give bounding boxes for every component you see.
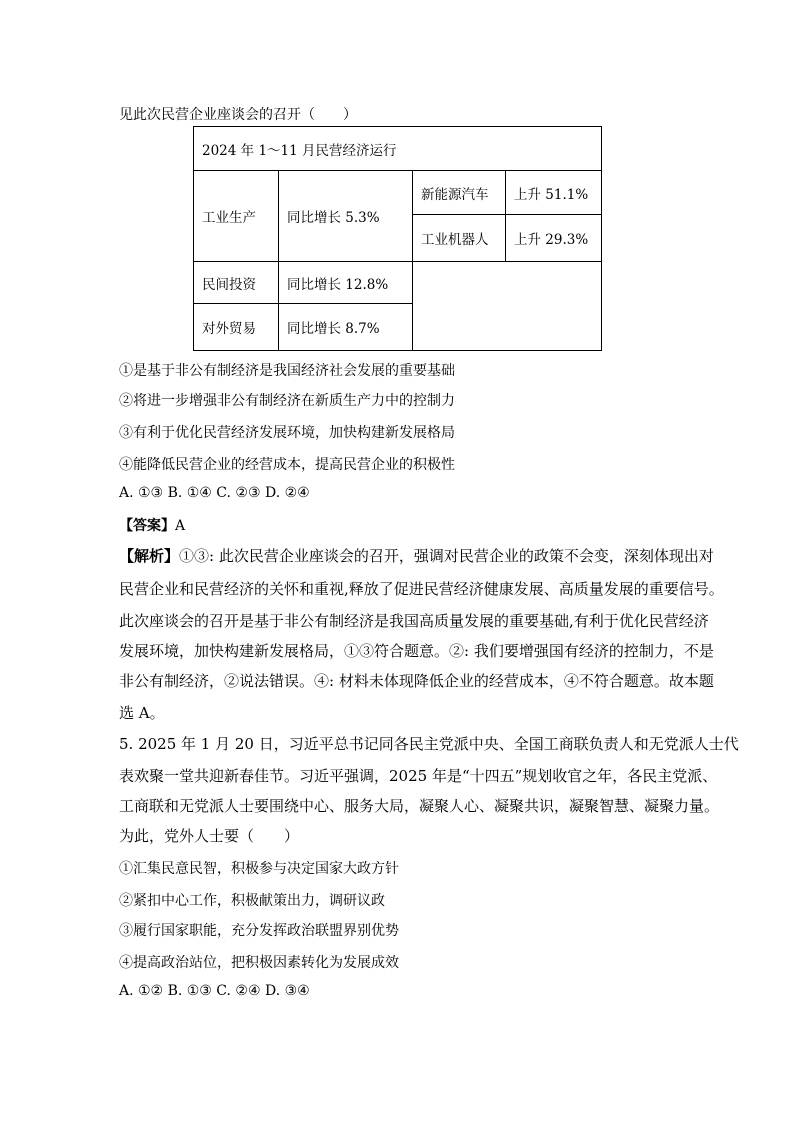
- trade-growth: 同比增长 8.7%: [279, 304, 413, 351]
- analysis-line-1: 【解析】①③: 此次民营企业座谈会的召开，强调对民营企业的政策不会变，深刻体现出对: [119, 547, 714, 565]
- analysis-line-5: 非公有制经济，②说法错误。④: 材料未体现降低企业的经营成本，④不符合题意。故本题: [119, 672, 714, 690]
- q4-option-3: ③有利于优化民营经济发展环境，加快构建新发展格局: [119, 425, 455, 441]
- trade-label: 对外贸易: [194, 304, 279, 351]
- economy-table: [193, 126, 602, 351]
- q5-choices: A. ①② B. ①③ C. ②④ D. ③④: [119, 983, 310, 999]
- q5-option-4: ④提高政治站位，把积极因素转化为发展成效: [119, 955, 399, 971]
- analysis-line-3: 此次座谈会的召开是基于非公有制经济是我国高质量发展的重要基础,有利于优化民营经济: [119, 612, 709, 630]
- q4-choices: A. ①③ B. ①④ C. ②③ D. ②④: [119, 485, 310, 501]
- analysis-label: 【解析】: [119, 547, 180, 565]
- q4-option-4: ④能降低民营企业的经营成本，提高民营企业的积极性: [119, 457, 455, 473]
- q4-option-2: ②将进一步增强非公有制经济在新质生产力中的控制力: [119, 393, 455, 409]
- q5-stem-2: 表欢聚一堂共迎新春佳节。习近平强调，2025 年是“十四五”规划收官之年，各民主党派、: [119, 767, 718, 785]
- q5-stem-4: 为此，党外人士要（ ）: [119, 827, 300, 845]
- robot-value: 上升 29.3%: [506, 215, 602, 262]
- answer-value: A: [175, 518, 186, 534]
- robot-label: 工业机器人: [413, 215, 506, 262]
- q5-option-3: ③履行国家职能，充分发挥政治联盟界别优势: [119, 923, 399, 939]
- analysis-line-4: 发展环境，加快构建新发展格局，①③符合题意。②: 我们要增强国有经济的控制力，不是: [119, 642, 714, 660]
- investment-growth: 同比增长 12.8%: [279, 262, 413, 304]
- table-empty-cell: [413, 262, 602, 351]
- table-title: 2024 年 1～11 月民营经济运行: [194, 127, 602, 171]
- q4-option-1: ①是基于非公有制经济是我国经济社会发展的重要基础: [119, 363, 455, 379]
- question-intro: 见此次民营企业座谈会的召开（ ）: [119, 107, 357, 123]
- answer-label: 【答案】: [119, 518, 175, 534]
- investment-label: 民间投资: [194, 262, 279, 304]
- industry-growth: 同比增长 5.3%: [279, 171, 413, 262]
- q4-answer: [119, 515, 185, 535]
- q5-stem-1: 5. 2025 年 1 月 20 日，习近平总书记同各民主党派中央、全国工商联负责人和无党派人士代: [119, 735, 739, 753]
- nev-label: 新能源汽车: [413, 171, 506, 215]
- q5-option-2: ②紧扣中心工作，积极献策出力，调研议政: [119, 893, 385, 909]
- q5-option-1: ①汇集民意民智，积极参与决定国家大政方针: [119, 861, 399, 877]
- nev-value: 上升 51.1%: [506, 171, 602, 215]
- q5-stem-3: 工商联和无党派人士要围绕中心、服务大局，凝聚人心、凝聚共识，凝聚智慧、凝聚力量。: [119, 797, 720, 815]
- industry-label: 工业生产: [194, 171, 279, 262]
- analysis-line-6: 选 A。: [119, 704, 165, 722]
- analysis-line-2: 民营企业和民营经济的关怀和重视,释放了促进民营经济健康发展、高质量发展的重要信号。: [119, 580, 724, 598]
